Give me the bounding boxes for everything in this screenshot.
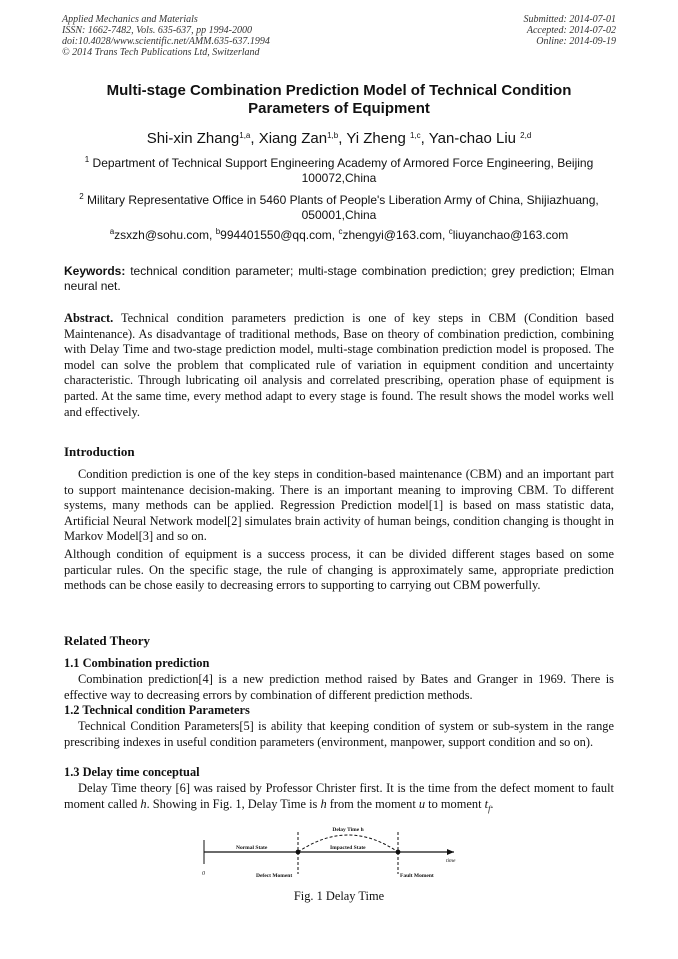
keywords-text: technical condition parameter; multi-stage combination prediction; grey prediction; Elman neural net.	[64, 264, 614, 293]
defect-moment-label: Defect Moment	[256, 873, 293, 879]
author-separator: ,	[250, 130, 259, 147]
affiliation-sup: 1	[84, 155, 90, 164]
symbol-u: u	[418, 796, 426, 811]
author-separator: ,	[338, 130, 347, 147]
email-sup: c	[448, 227, 453, 236]
journal-issn: ISSN: 1662-7482, Vols. 635-637, pp 1994-2000	[62, 25, 252, 36]
text-run: Delay Time theory [6] was raised by Professor Christer first. It is the time from the defect moment to fault moment called	[64, 781, 614, 811]
author-affil-sup: 1,a	[239, 131, 251, 140]
symbol-f: f	[488, 804, 491, 814]
figure-caption: Fig. 1 Delay Time	[293, 889, 385, 903]
abstract-label: Abstract.	[64, 311, 114, 325]
affiliation-text: Military Representative Office in 5460 Plants of People's Liberation Army of China, Shijiazhuang, 050001,China	[83, 193, 599, 222]
author-emails	[62, 228, 616, 243]
defect-point	[296, 850, 301, 855]
text-run: . Showing in Fig. 1, Delay Time is	[146, 796, 321, 811]
journal-header	[62, 14, 270, 58]
author-separator: ,	[420, 130, 429, 147]
affiliation-2	[62, 193, 616, 223]
online-date: Online: 2014-09-19	[536, 36, 616, 47]
text-run: from the moment	[326, 796, 419, 811]
email-link[interactable]: liuyanchao@163.com	[452, 228, 569, 242]
author-name: Yi Zheng	[346, 130, 410, 147]
axis-arrow-icon	[447, 849, 454, 855]
section-1-3-text	[64, 781, 614, 812]
journal-doi[interactable]: doi:10.4028/www.scientific.net/AMM.635-637.1994	[62, 36, 270, 47]
origin-label: 0	[202, 871, 205, 877]
email-sup: b	[215, 227, 221, 236]
author-list	[62, 130, 616, 148]
impacted-state-label: Impacted State	[330, 845, 366, 851]
affiliation-1	[62, 156, 616, 186]
section-1-2-heading: 1.2 Technical condition Parameters	[64, 703, 250, 717]
submitted-date: Submitted: 2014-07-01	[523, 14, 616, 25]
affiliation-text: Department of Technical Support Engineering Academy of Armored Force Engineering, Beijing 100072,China	[89, 156, 594, 185]
introduction-paragraph-1: Condition prediction is one of the key steps in condition-based maintenance (CBM) and an important part to support maintenance decision-making. There is an important meaning to improving CBM. To different systems, many methods can be applied. Regression Prediction model[1] is based on mass statistic data, Artificial Neural Network model[2] simulates brain activity of human beings, condition changing is thought in Markov Model[3] and so on.	[64, 467, 614, 544]
author-name: Yan-chao Liu	[428, 130, 521, 147]
submission-dates	[524, 14, 617, 47]
delay-time-label: Delay Time h	[332, 827, 364, 833]
journal-copyright: © 2014 Trans Tech Publications Ltd, Switzerland	[62, 47, 260, 58]
accepted-date: Accepted: 2014-07-02	[526, 25, 616, 36]
author-affil-sup: 1,b	[327, 131, 339, 140]
fault-moment-label: Fault Moment	[400, 873, 434, 879]
paper-title-line-1: Multi-stage Combination Prediction Model of Technical Condition	[106, 82, 572, 99]
section-1-3-heading: 1.3 Delay time conceptual	[64, 765, 200, 779]
author-name: Shi-xin Zhang	[146, 130, 240, 147]
keywords	[64, 264, 614, 294]
symbol-h: h	[140, 796, 147, 811]
email-link[interactable]: zhengyi@163.com,	[342, 228, 449, 242]
paper-title-line-2: Parameters of Equipment	[248, 100, 430, 117]
symbol-t: t	[484, 796, 489, 811]
text-run: to moment	[425, 796, 485, 811]
email-link[interactable]: 994401550@qq.com,	[220, 228, 339, 242]
abstract-text: Technical condition parameters prediction is one of key steps in CBM (Condition based Maintenance). As disadvantage of traditional methods, Base on theory of combination prediction, combining with Delay Time and two-stage prediction model, multi-stage combination prediction model is proposed. The model can solve the problem that complicated rule of variation in equipment condition and uncertainty characteristic. Through lubricating oil analysis and correlated prescribing, operation phase of equipment is parted. At the same time, every method adapt to every stage is found. The result shows the model works well and effectively.	[64, 311, 614, 419]
delay-time-diagram	[198, 822, 462, 884]
text-run: .	[490, 796, 494, 811]
normal-state-label: Normal State	[236, 845, 268, 851]
section-1-2-text: Technical Condition Parameters[5] is ability that keeping condition of system or sub-system in the range prescribing indexes in useful condition parameters (environment, manpower, support condition and so on).	[64, 719, 614, 749]
time-axis-label: time	[446, 858, 456, 864]
section-1-1-text: Combination prediction[4] is a new prediction method raised by Bates and Granger in 1969. There is effective way to decreasing errors by combination of different prediction methods.	[64, 672, 614, 702]
delay-time-figure	[198, 822, 462, 884]
affiliation-sup: 2	[79, 192, 84, 201]
paper-title	[62, 82, 616, 118]
section-1-1-heading: 1.1 Combination prediction	[64, 656, 210, 670]
author-name: Xiang Zan	[258, 130, 328, 147]
author-affil-sup: 1,c	[409, 131, 421, 140]
introduction-heading: Introduction	[64, 444, 135, 459]
keywords-label: Keywords:	[64, 264, 126, 278]
email-link[interactable]: zsxzh@sohu.com,	[114, 228, 216, 242]
related-theory-heading: Related Theory	[64, 633, 151, 648]
author-affil-sup: 2,d	[520, 131, 532, 140]
abstract	[64, 311, 614, 420]
fault-point	[396, 850, 401, 855]
email-sup: a	[109, 227, 115, 236]
email-sup: c	[338, 227, 343, 236]
journal-name: Applied Mechanics and Materials	[62, 14, 198, 25]
introduction-paragraph-2: Although condition of equipment is a success process, it can be divided different stages based on some particular rules. On the specific stage, the rule of changing is approximately same, appropriate prediction methods can be chose easily to decreasing errors to supporting to carrying out CBM powerfully.	[64, 547, 614, 593]
symbol-h: h	[320, 796, 327, 811]
